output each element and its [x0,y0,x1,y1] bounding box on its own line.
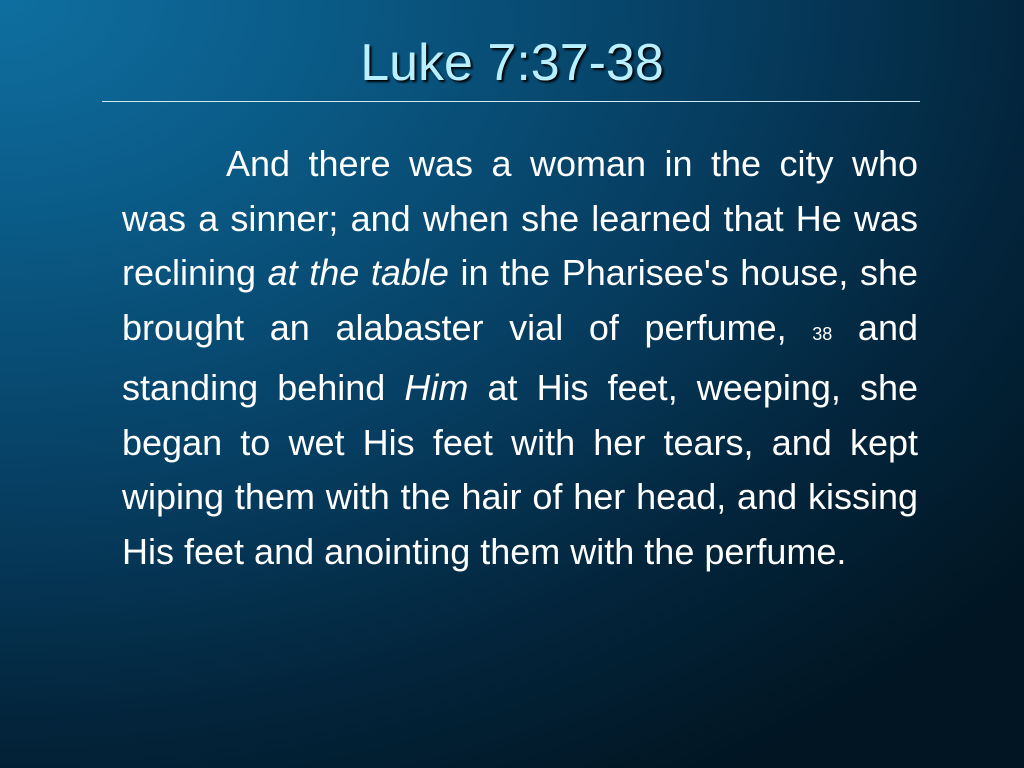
passage-text: in the Pharisee's house, she brought an alabaster vial of perfume, [122,252,918,348]
passage-italic-text: at the table [267,252,449,293]
title-divider [102,101,920,102]
slide-title: Luke 7:37-38 [360,34,664,92]
passage-italic-text: Him [404,367,469,408]
verse-number: 38 [812,323,833,344]
scripture-passage [122,137,918,579]
passage-text: at His feet, weeping, she began to wet His feet with her tears, and kept wiping them with the hair of her head, and kissing His feet and anointing them with the perfume. [122,367,919,572]
passage-text: And there was a woman in the city who was a sinner; and when she learned that He was reclining [122,143,918,293]
passage-text: and standing behind [122,306,918,408]
